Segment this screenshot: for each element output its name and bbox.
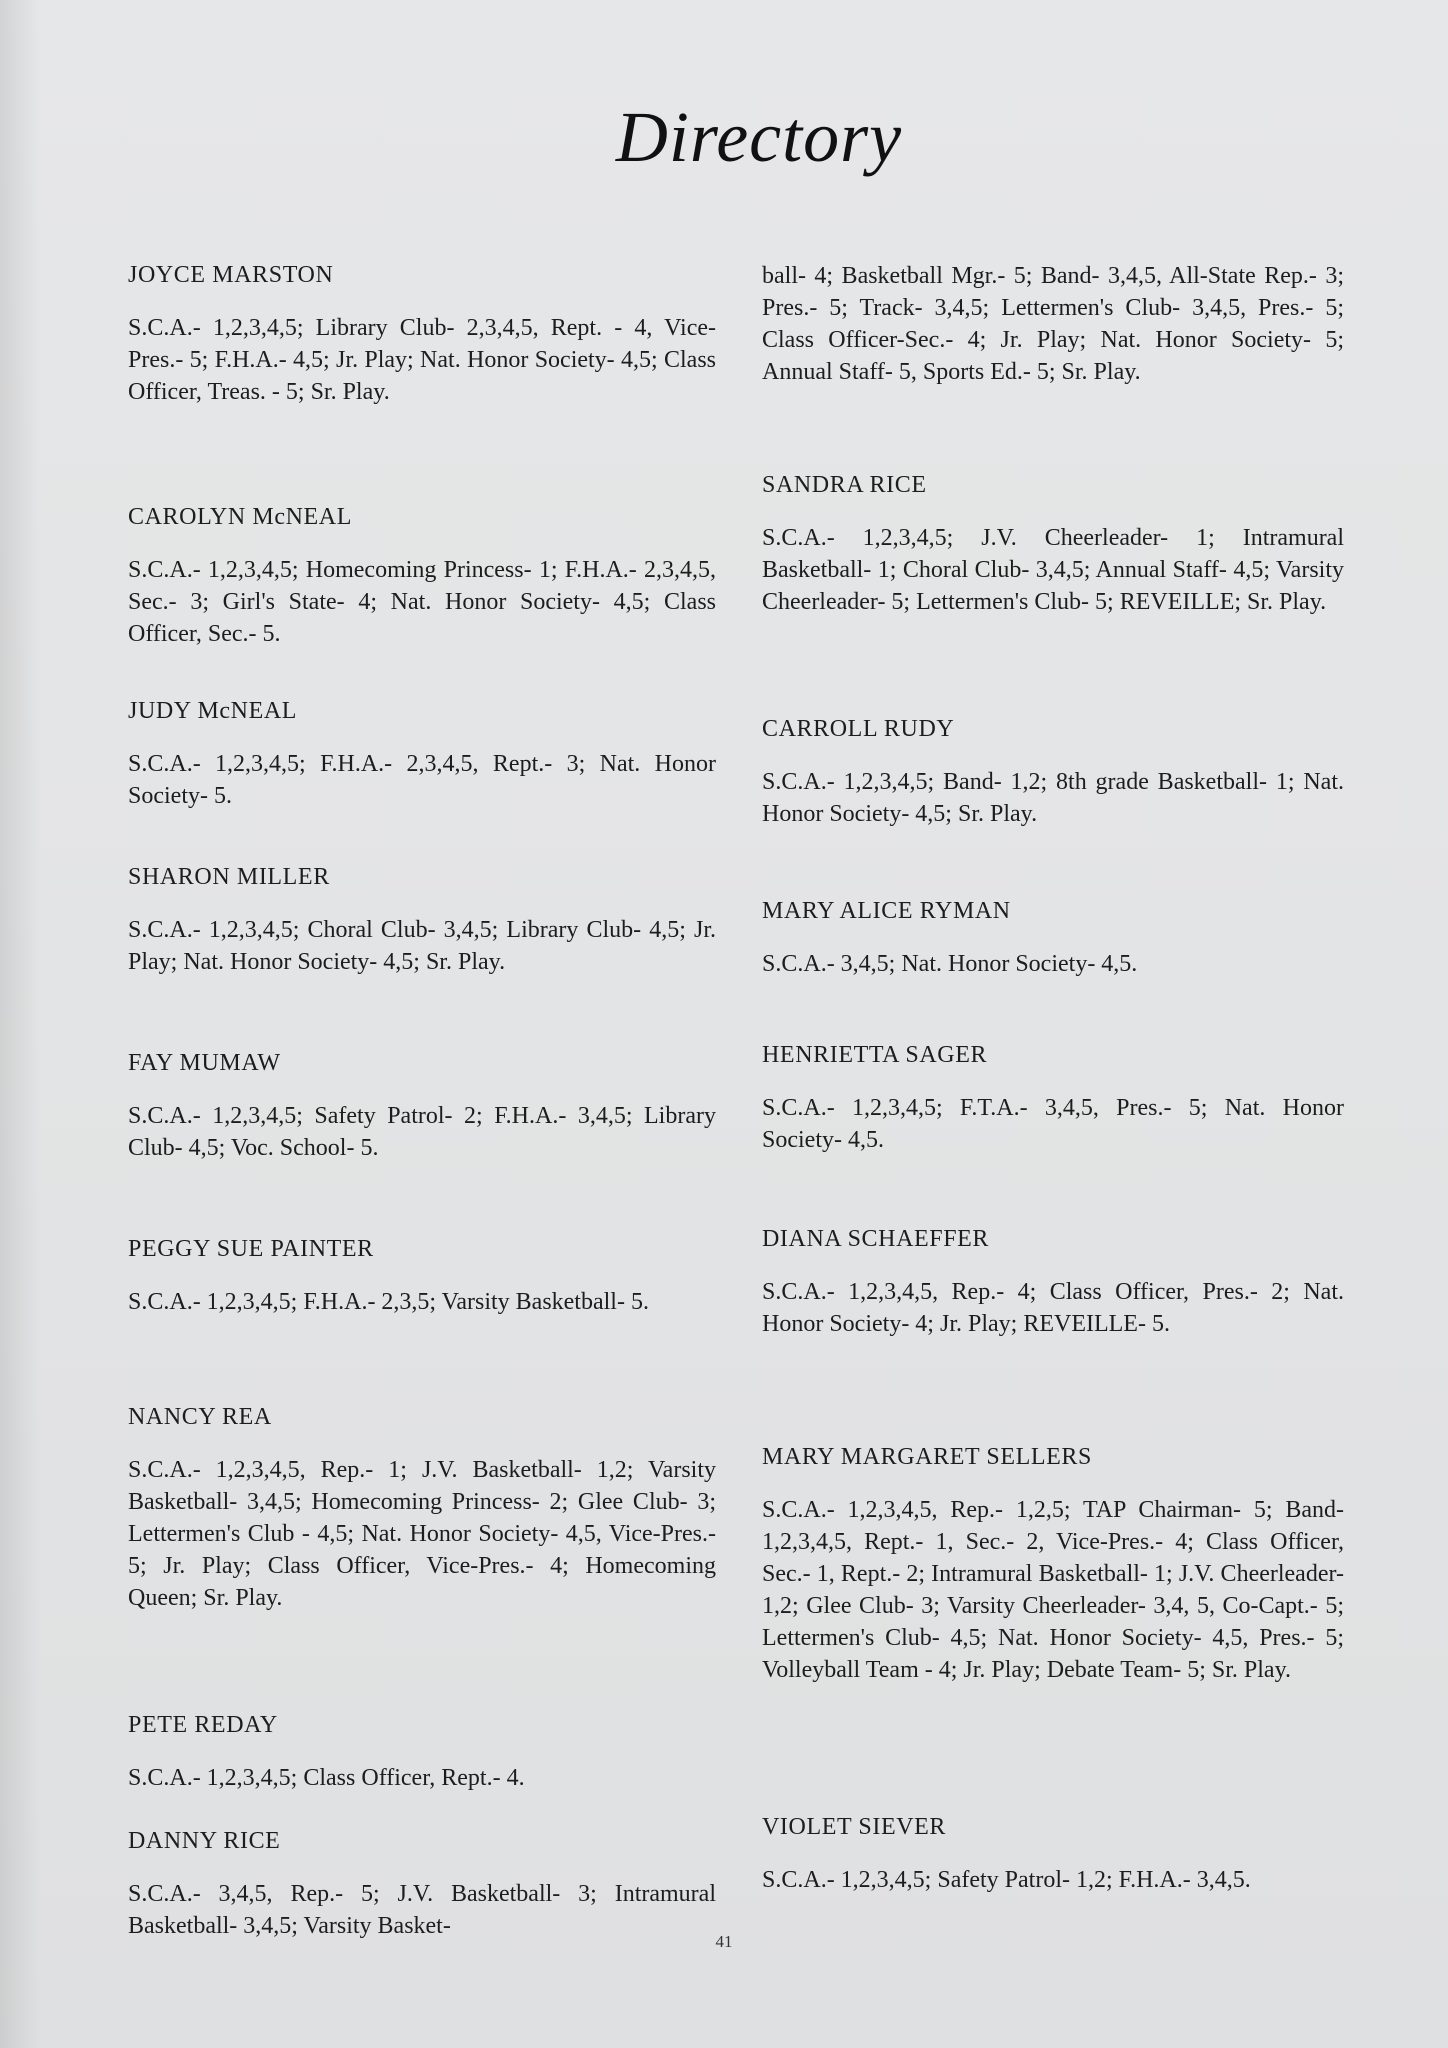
student-name: PEGGY SUE PAINTER xyxy=(128,1236,374,1262)
directory-entry xyxy=(762,1040,1344,1156)
student-activities: S.C.A.- 1,2,3,4,5, Rep.- 4; Class Officer, Pres.- 2; Nat. Honor Society- 4; Jr. Play; REVEILLE- 5. xyxy=(762,1279,1344,1337)
student-activities: S.C.A.- 1,2,3,4,5; F.H.A.- 2,3,4,5, Rept.- 3; Nat. Honor Society- 5. xyxy=(128,751,716,809)
directory-entry xyxy=(128,1402,716,1614)
student-name: CARROLL RUDY xyxy=(762,716,955,742)
student-name: JOYCE MARSTON xyxy=(128,262,334,288)
directory-entry xyxy=(128,862,716,978)
directory-entry xyxy=(762,896,1344,980)
directory-entry xyxy=(762,714,1344,830)
directory-entry xyxy=(762,1224,1344,1340)
directory-entry xyxy=(128,1826,716,1942)
student-activities: S.C.A.- 1,2,3,4,5; Safety Patrol- 2; F.H.A.- 3,4,5; Library Club- 4,5; Voc. School- 5. xyxy=(128,1103,716,1161)
directory-entry xyxy=(128,1048,716,1164)
student-name: SHARON MILLER xyxy=(128,864,330,890)
student-activities: S.C.A.- 3,4,5, Rep.- 5; J.V. Basketball- 3; Intramural Basketball- 3,4,5; Varsity Basket- xyxy=(128,1881,716,1939)
page-number: 41 xyxy=(715,1932,733,1951)
student-activities: S.C.A.- 3,4,5; Nat. Honor Society- 4,5. xyxy=(762,951,1138,977)
student-name: DIANA SCHAEFFER xyxy=(762,1226,990,1252)
directory-entry xyxy=(128,502,716,650)
student-name: MARY ALICE RYMAN xyxy=(762,898,1011,924)
student-name: VIOLET SIEVER xyxy=(762,1814,947,1840)
student-activities: S.C.A.- 1,2,3,4,5; Band- 1,2; 8th grade Basketball- 1; Nat. Honor Society- 4,5; Sr. Play. xyxy=(762,769,1344,827)
student-activities: S.C.A.- 1,2,3,4,5, Rep.- 1; J.V. Basketball- 1,2; Varsity Basketball- 3,4,5; Homecoming Princess- 2; Glee Club- 3; Lettermen's Club - 4,5; Nat. Honor Society- 4,5, Vice-Pres.- 5; Jr. Play; Class Officer, Vice-Pres.- 4; Homecoming Queen; Sr. Play. xyxy=(128,1457,716,1611)
student-activities: S.C.A.- 1,2,3,4,5; J.V. Cheerleader- 1; Intramural Basketball- 1; Choral Club- 3,4,5; Annual Staff- 4,5; Varsity Cheerleader- 5; Lettermen's Club- 5; REVEILLE; Sr. Play. xyxy=(762,525,1344,615)
student-activities: S.C.A.- 1,2,3,4,5; F.H.A.- 2,3,5; Varsity Basketball- 5. xyxy=(128,1289,649,1315)
directory-entry xyxy=(128,696,716,812)
directory-entry xyxy=(762,470,1344,618)
student-name: HENRIETTA SAGER xyxy=(762,1042,988,1068)
student-name: SANDRA RICE xyxy=(762,472,927,498)
student-activities: S.C.A.- 1,2,3,4,5; Homecoming Princess- 1; F.H.A.- 2,3,4,5, Sec.- 3; Girl's State- 4; Nat. Honor Society- 4,5; Class Officer, Sec.- 5. xyxy=(128,557,716,647)
student-activities: S.C.A.- 1,2,3,4,5, Rep.- 1,2,5; TAP Chairman- 5; Band- 1,2,3,4,5, Rept.- 1, Sec.- 2, Vice-Pres.- 4; Class Officer, Sec.- 1, Rept.- 2; Intramural Basketball- 1; J.V. Cheerleader- 1,2; Glee Club- 3; Varsity Cheerleader- 3,4, 5, Co-Capt.- 5; Lettermen's Club- 4,5; Nat. Honor Society- 4,5, Pres.- 5; Volleyball Team - 4; Jr. Play; Debate Team- 5; Sr. Play. xyxy=(762,1497,1344,1683)
student-name: DANNY RICE xyxy=(128,1828,281,1854)
directory-entry xyxy=(128,260,716,408)
student-activities: ball- 4; Basketball Mgr.- 5; Band- 3,4,5, All-State Rep.- 3; Pres.- 5; Track- 3,4,5; Lettermen's Club- 3,4,5, Pres.- 5; Class Officer-Sec.- 4; Jr. Play; Nat. Honor Society- 5; Annual Staff- 5, Sports Ed.- 5; Sr. Play. xyxy=(762,263,1344,385)
student-name: MARY MARGARET SELLERS xyxy=(762,1444,1092,1470)
student-activities: S.C.A.- 1,2,3,4,5; F.T.A.- 3,4,5, Pres.- 5; Nat. Honor Society- 4,5. xyxy=(762,1095,1344,1153)
student-activities: S.C.A.- 1,2,3,4,5; Class Officer, Rept.- 4. xyxy=(128,1765,525,1791)
directory-entry xyxy=(762,1812,1344,1896)
student-name: NANCY REA xyxy=(128,1404,272,1430)
student-name: PETE REDAY xyxy=(128,1712,278,1738)
student-activities: S.C.A.- 1,2,3,4,5; Choral Club- 3,4,5; Library Club- 4,5; Jr. Play; Nat. Honor Society- 4,5; Sr. Play. xyxy=(128,917,716,975)
student-activities: S.C.A.- 1,2,3,4,5; Safety Patrol- 1,2; F.H.A.- 3,4,5. xyxy=(762,1867,1251,1893)
page-title: Directory xyxy=(615,97,903,177)
directory-entry xyxy=(128,1234,716,1318)
student-name: FAY MUMAW xyxy=(128,1050,281,1076)
directory-entry xyxy=(762,1442,1344,1686)
student-name: JUDY McNEAL xyxy=(128,698,298,724)
directory-entry-continuation xyxy=(762,260,1344,388)
directory-entry xyxy=(128,1710,716,1794)
student-name: CAROLYN McNEAL xyxy=(128,504,352,530)
student-activities: S.C.A.- 1,2,3,4,5; Library Club- 2,3,4,5, Rept. - 4, Vice-Pres.- 5; F.H.A.- 4,5; Jr. Play; Nat. Honor Society- 4,5; Class Officer, Treas. - 5; Sr. Play. xyxy=(128,315,716,405)
